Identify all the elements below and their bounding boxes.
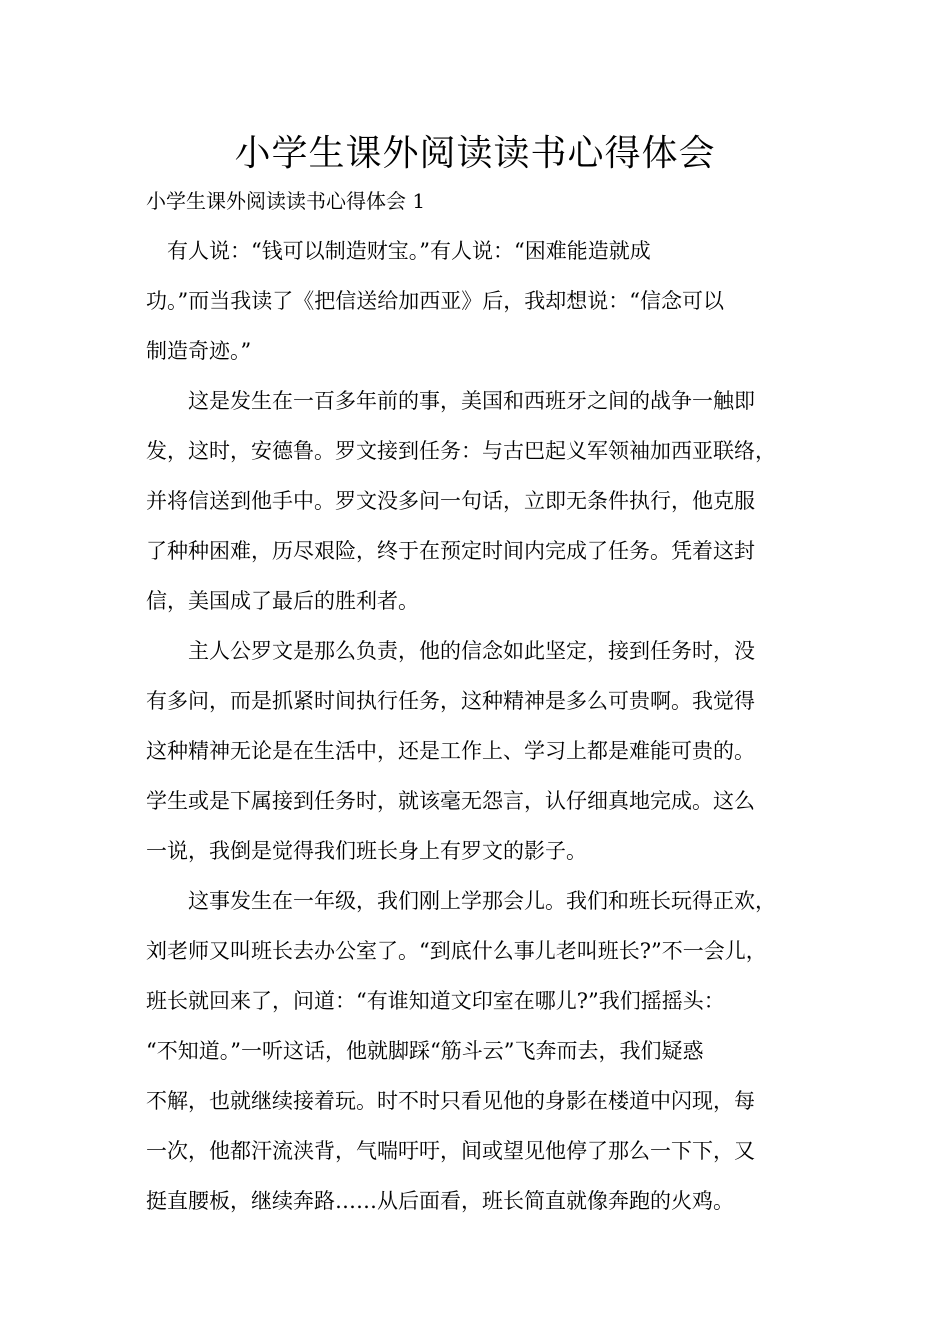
text-line: 一说，我倒是觉得我们班长身上有罗文的影子。 (146, 839, 587, 863)
text-line: 班长就回来了，问道：“有谁知道文印室在哪儿?”我们摇摇头： (146, 989, 725, 1013)
text-line: 这是发生在一百多年前的事，美国和西班牙之间的战争一触即 (146, 389, 755, 413)
text-line: 有人说：“钱可以制造财宝。”有人说：“困难能造就成 (146, 239, 651, 263)
text-line: 不解，也就继续接着玩。时不时只看见他的身影在楼道中闪现，每 (146, 1089, 755, 1113)
text-line: 了种种困难，历尽艰险，终于在预定时间内完成了任务。凭着这封 (146, 539, 755, 563)
text-line: “不知道。”一听这话，他就脚踩“筋斗云”飞奔而去，我们疑惑 (146, 1039, 704, 1063)
text-line: 一次，他都汗流浃背，气喘吁吁，间或望见他停了那么一下下，又 (146, 1139, 755, 1163)
text-line: 发，这时，安德鲁。罗文接到任务：与古巴起义军领袖加西亚联络， (146, 439, 776, 463)
text-line: 这种精神无论是在生活中，还是工作上、学习上都是难能可贵的。 (146, 739, 755, 763)
text-line: 这事发生在一年级，我们刚上学那会儿。我们和班长玩得正欢， (146, 889, 776, 913)
text-line: 制造奇迹。” (146, 339, 252, 363)
text-line: 有多问，而是抓紧时间执行任务，这种精神是多么可贵啊。我觉得 (146, 689, 755, 713)
text-line: 主人公罗文是那么负责，他的信念如此坚定，接到任务时，没 (146, 639, 755, 663)
text-line: 信，美国成了最后的胜利者。 (146, 589, 419, 613)
text-line: 挺直腰板，继续奔路……从后面看，班长简直就像奔跑的火鸡。 (146, 1189, 734, 1213)
document-subtitle: 小学生课外阅读读书心得体会 1 (146, 189, 426, 213)
text-line: 并将信送到他手中。罗文没多问一句话，立即无条件执行，他克服 (146, 489, 755, 513)
text-line: 学生或是下属接到任务时，就该毫无怨言，认仔细真地完成。这么 (146, 789, 755, 813)
text-line: 功。”而当我读了《把信送给加西亚》后，我却想说：“信念可以 (146, 289, 724, 313)
document-title: 小学生课外阅读读书心得体会 (234, 133, 716, 174)
text-line: 刘老师又叫班长去办公室了。“到底什么事儿老叫班长?”不一会儿， (146, 939, 767, 963)
